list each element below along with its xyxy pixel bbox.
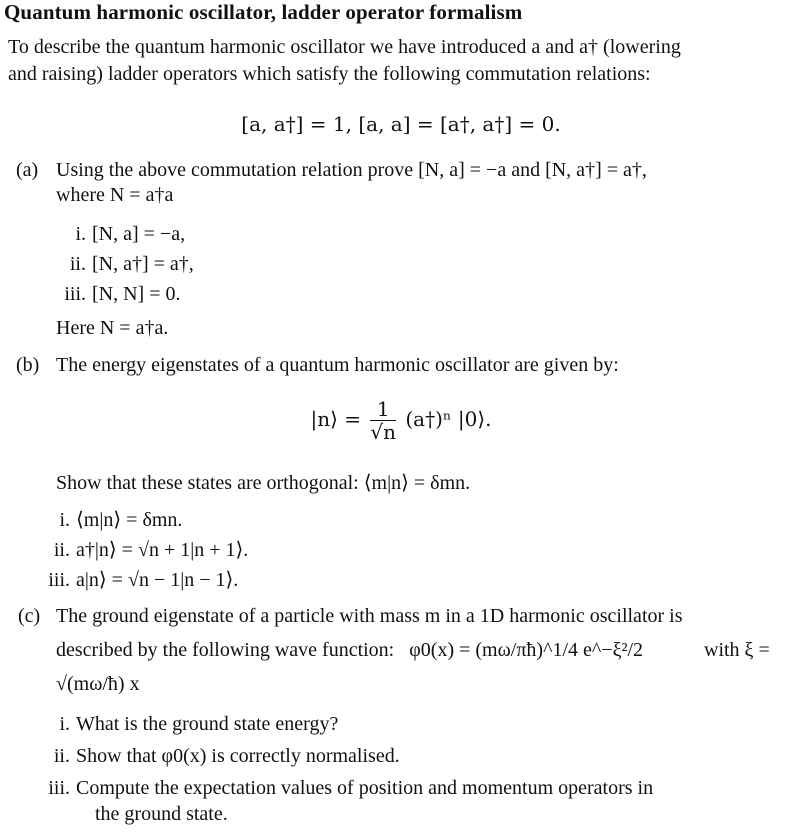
part-c-item bbox=[34, 776, 653, 800]
eigenstate-lhs: |n⟩ = bbox=[310, 407, 362, 431]
intro-line-1: To describe the quantum harmonic oscillator we have introduced a and a† (lowering bbox=[8, 36, 681, 58]
item-number: i. bbox=[59, 509, 70, 531]
item-text: [N, N] = 0. bbox=[92, 283, 181, 305]
item-text: a|n⟩ = √n − 1|n − 1⟩. bbox=[76, 569, 239, 591]
part-b-item bbox=[34, 538, 248, 562]
item-text: Compute the expectation values of position and momentum operators in bbox=[76, 777, 654, 799]
item-text: [N, a†] = a†, bbox=[92, 253, 194, 275]
part-c-line-1: The ground eigenstate of a particle with mass m in a 1D harmonic oscillator is bbox=[56, 605, 683, 627]
part-c-item-3-continuation: the ground state. bbox=[95, 803, 228, 825]
fraction-denominator: √n bbox=[370, 420, 396, 444]
part-c-item bbox=[34, 712, 338, 736]
part-a-note: Here N = a†a. bbox=[56, 317, 169, 339]
part-b-label: (b) bbox=[16, 354, 40, 376]
item-number: ii. bbox=[53, 539, 70, 561]
part-c-label: (c) bbox=[18, 605, 41, 627]
commutation-relation-equation: [a, a†] = 1, [a, a] = [a†, a†] = 0. bbox=[241, 112, 561, 136]
part-c-line-3: √(mω/ħ) x bbox=[56, 673, 140, 695]
part-a-line-2: where N = a†a bbox=[56, 184, 174, 206]
part-a-label: (a) bbox=[16, 159, 39, 181]
part-a-item bbox=[50, 282, 181, 306]
item-text: a†|n⟩ = √n + 1|n + 1⟩. bbox=[76, 539, 249, 561]
part-c-line-2 bbox=[56, 638, 643, 662]
part-a-line-1: Using the above commutation relation prove [N, a] = −a and [N, a†] = a†, bbox=[56, 159, 647, 181]
item-number: ii. bbox=[53, 745, 70, 767]
part-b-show: Show that these states are orthogonal: ⟨m|n⟩ = δmn. bbox=[56, 472, 471, 494]
item-text: Show that φ0(x) is correctly normalised. bbox=[76, 745, 400, 767]
part-b-line-1: The energy eigenstates of a quantum harmonic oscillator are given by: bbox=[56, 354, 619, 376]
part-a-item bbox=[50, 252, 194, 276]
wavefunction-equation: φ0(x) = (mω/πħ)^1/4 e^−ξ²/2 bbox=[409, 639, 644, 661]
eigenstate-equation bbox=[0, 398, 802, 443]
part-c-line-2-text: described by the following wave function: bbox=[56, 639, 395, 661]
item-number: i. bbox=[59, 713, 70, 735]
item-number: iii. bbox=[48, 777, 70, 799]
part-c-with-xi: with ξ = bbox=[704, 639, 770, 661]
item-text: ⟨m|n⟩ = δmn. bbox=[76, 509, 183, 531]
part-c-item bbox=[34, 744, 400, 768]
eigenstate-fraction bbox=[370, 398, 396, 443]
eigenstate-rhs: (a†)ⁿ |0⟩. bbox=[405, 407, 492, 431]
item-text: What is the ground state energy? bbox=[76, 713, 339, 735]
fraction-numerator: 1 bbox=[370, 398, 396, 421]
item-number: iii. bbox=[64, 283, 86, 305]
part-a-item bbox=[50, 222, 185, 246]
page-title: Quantum harmonic oscillator, ladder operator formalism bbox=[4, 0, 523, 24]
intro-line-2: and raising) ladder operators which satisfy the following commutation relations: bbox=[8, 63, 651, 85]
part-b-item bbox=[34, 508, 182, 532]
item-number: iii. bbox=[48, 569, 70, 591]
item-number: ii. bbox=[69, 253, 86, 275]
item-text: [N, a] = −a, bbox=[92, 223, 186, 245]
part-b-item bbox=[34, 568, 238, 592]
item-number: i. bbox=[75, 223, 86, 245]
